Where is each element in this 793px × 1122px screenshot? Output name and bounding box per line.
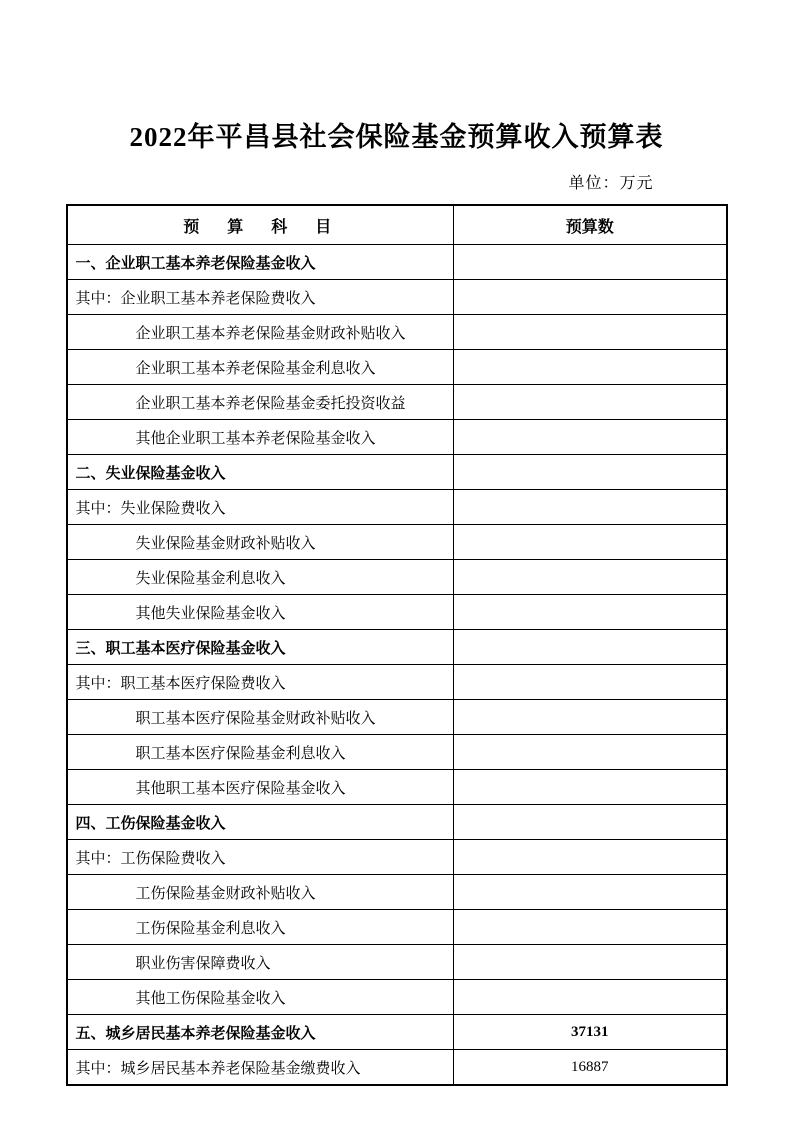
- table-row: [67, 490, 727, 525]
- amount-cell: [454, 385, 727, 420]
- table-row: [67, 910, 727, 945]
- subject-cell: 其中：失业保险费收入: [67, 490, 454, 525]
- table-row: [67, 945, 727, 980]
- subject-cell: 其中：企业职工基本养老保险费收入: [67, 280, 454, 315]
- table-row: [67, 595, 727, 630]
- table-row: [67, 280, 727, 315]
- subject-cell: 一、企业职工基本养老保险基金收入: [67, 245, 454, 280]
- subject-cell: 其中：城乡居民基本养老保险基金缴费收入: [67, 1050, 454, 1086]
- amount-cell: [454, 245, 727, 280]
- table-row: [67, 735, 727, 770]
- budget-table: [66, 204, 728, 1086]
- amount-cell: [454, 840, 727, 875]
- subject-cell: 企业职工基本养老保险基金利息收入: [67, 350, 454, 385]
- amount-cell: [454, 875, 727, 910]
- budget-table-body: [67, 245, 727, 1086]
- amount-cell: [454, 665, 727, 700]
- subject-cell: 其他失业保险基金收入: [67, 595, 454, 630]
- subject-cell: 企业职工基本养老保险基金财政补贴收入: [67, 315, 454, 350]
- amount-cell: 37131: [454, 1015, 727, 1050]
- subject-cell: 其他工伤保险基金收入: [67, 980, 454, 1015]
- table-row: [67, 980, 727, 1015]
- subject-cell: 职业伤害保障费收入: [67, 945, 454, 980]
- amount-cell: [454, 280, 727, 315]
- table-row: [67, 350, 727, 385]
- table-row: [67, 420, 727, 455]
- table-row: [67, 665, 727, 700]
- subject-cell: 失业保险基金财政补贴收入: [67, 525, 454, 560]
- subject-cell: 其他职工基本医疗保险基金收入: [67, 770, 454, 805]
- table-row: [67, 1050, 727, 1086]
- budget-table-header: [67, 205, 727, 245]
- subject-cell: 职工基本医疗保险基金利息收入: [67, 735, 454, 770]
- table-row: [67, 700, 727, 735]
- subject-cell: 职工基本医疗保险基金财政补贴收入: [67, 700, 454, 735]
- amount-cell: [454, 350, 727, 385]
- amount-cell: [454, 595, 727, 630]
- amount-cell: [454, 910, 727, 945]
- subject-cell: 三、职工基本医疗保险基金收入: [67, 630, 454, 665]
- amount-cell: [454, 770, 727, 805]
- column-header-amount: 预算数: [454, 205, 727, 245]
- subject-cell: 四、工伤保险基金收入: [67, 805, 454, 840]
- amount-cell: [454, 455, 727, 490]
- amount-cell: [454, 735, 727, 770]
- amount-cell: [454, 560, 727, 595]
- table-row: [67, 525, 727, 560]
- unit-label: 单位：万元: [568, 175, 654, 192]
- table-row: [67, 315, 727, 350]
- subject-cell: 其他企业职工基本养老保险基金收入: [67, 420, 454, 455]
- table-row: [67, 385, 727, 420]
- amount-cell: [454, 525, 727, 560]
- subject-cell: 二、失业保险基金收入: [67, 455, 454, 490]
- amount-cell: [454, 630, 727, 665]
- subject-cell: 其中：职工基本医疗保险费收入: [67, 665, 454, 700]
- amount-cell: 16887: [454, 1050, 727, 1086]
- table-row: [67, 840, 727, 875]
- amount-cell: [454, 315, 727, 350]
- table-row: [67, 875, 727, 910]
- subject-cell: 五、城乡居民基本养老保险基金收入: [67, 1015, 454, 1050]
- subject-cell: 其中：工伤保险费收入: [67, 840, 454, 875]
- amount-cell: [454, 980, 727, 1015]
- table-row: [67, 560, 727, 595]
- table-row: [67, 770, 727, 805]
- table-row: [67, 455, 727, 490]
- table-row: [67, 1015, 727, 1050]
- amount-cell: [454, 490, 727, 525]
- amount-cell: [454, 805, 727, 840]
- subject-cell: 失业保险基金利息收入: [67, 560, 454, 595]
- header-row: [67, 205, 727, 245]
- page-title: 2022年平昌县社会保险基金预算收入预算表: [129, 122, 664, 152]
- table-row: [67, 630, 727, 665]
- subject-cell: 企业职工基本养老保险基金委托投资收益: [67, 385, 454, 420]
- subject-cell: 工伤保险基金利息收入: [67, 910, 454, 945]
- table-row: [67, 245, 727, 280]
- amount-cell: [454, 420, 727, 455]
- amount-cell: [454, 945, 727, 980]
- subject-cell: 工伤保险基金财政补贴收入: [67, 875, 454, 910]
- column-header-subject: 预 算 科 目: [67, 205, 454, 245]
- table-row: [67, 805, 727, 840]
- amount-cell: [454, 700, 727, 735]
